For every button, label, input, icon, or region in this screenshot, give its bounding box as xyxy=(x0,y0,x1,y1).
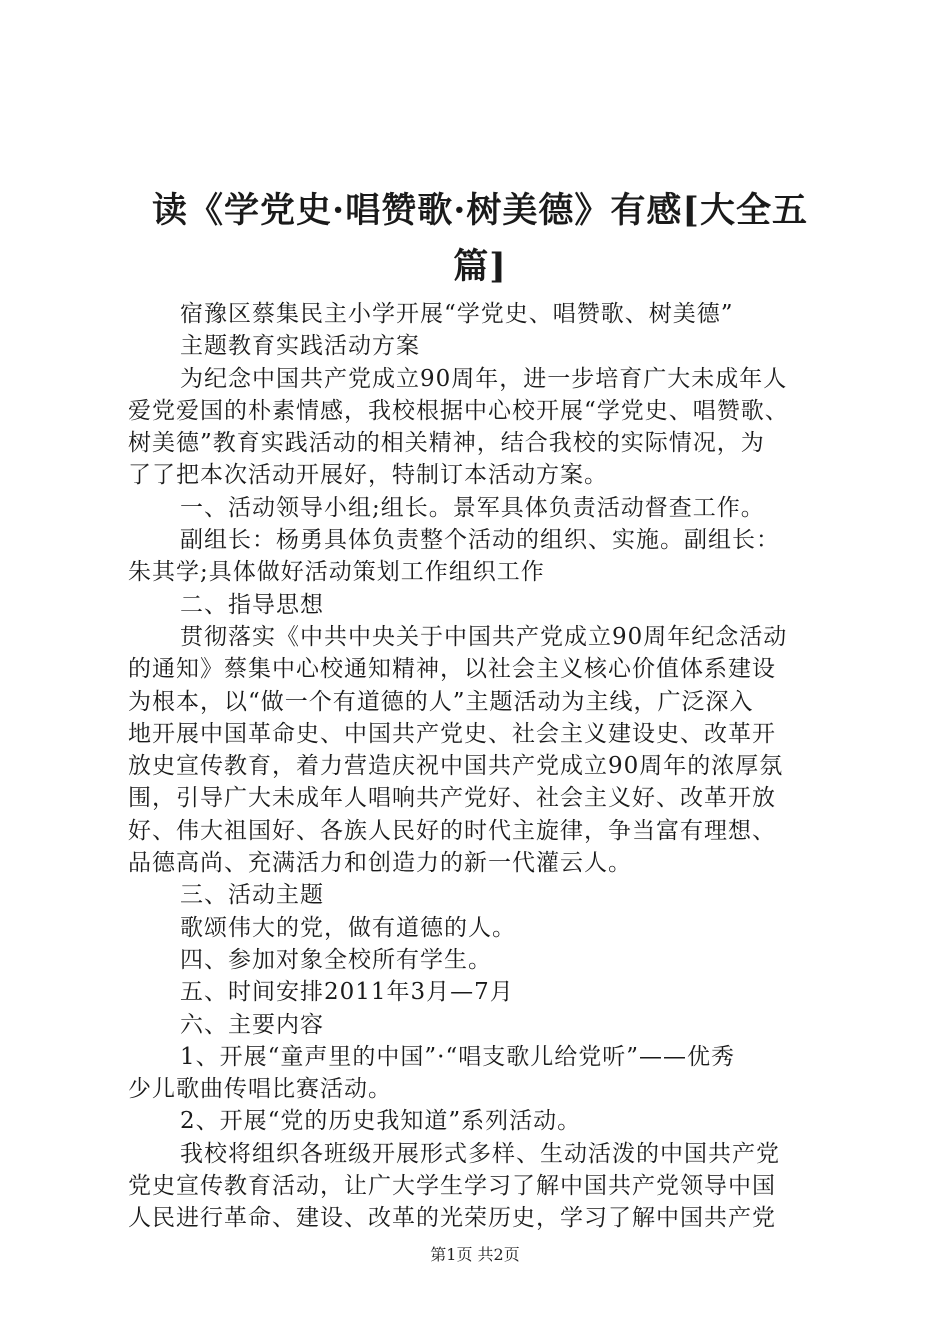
text-line: 党史宣传教育活动，让广大学生学习了解中国共产党领导中国 xyxy=(128,1173,776,1200)
text-line: 人民进行革命、建设、改革的光荣历史，学习了解中国共产党 xyxy=(128,1205,776,1232)
text-line: 四、参加对象全校所有学生。 xyxy=(180,946,492,973)
text-line: 朱其学;具体做好活动策划工作组织工作 xyxy=(128,559,545,586)
text-line: 五、时间安排2011年3月—7月 xyxy=(180,979,514,1006)
text-line: 1、开展“童声里的中国”·“唱支歌儿给党听”——优秀 xyxy=(180,1043,735,1070)
text-line: 三、活动主题 xyxy=(180,882,324,909)
text-line: 一、活动领导小组;组长。景军具体负责活动督查工作。 xyxy=(180,494,765,521)
title-line-1: 读《学党史·唱赞歌·树美德》有感[大全五 xyxy=(152,190,808,231)
document-body xyxy=(128,298,828,1235)
text-line: 的通知》蔡集中心校通知精神，以社会主义核心价值体系建设 xyxy=(128,656,776,683)
text-line: 宿豫区蔡集民主小学开展“学党史、唱赞歌、树美德” xyxy=(180,301,734,327)
document-title xyxy=(120,183,840,295)
text-line: 围，引导广大未成年人唱响共产党好、社会主义好、改革开放 xyxy=(128,785,776,812)
text-line: 贯彻落实《中共中央关于中国共产党成立90周年纪念活动 xyxy=(180,623,788,650)
text-line: 少儿歌曲传唱比赛活动。 xyxy=(128,1076,392,1103)
text-line: 爱党爱国的朴素情感，我校根据中心校开展“学党史、唱赞歌、 xyxy=(128,397,789,424)
text-line: 品德高尚、充满活力和创造力的新一代灌云人。 xyxy=(128,850,632,877)
text-line: 了了把本次活动开展好，特制订本活动方案。 xyxy=(128,462,608,489)
text-line: 二、指导思想 xyxy=(180,591,324,618)
page-footer: 第1页 共2页 xyxy=(430,1245,520,1264)
text-line: 为根本，以“做一个有道德的人”主题活动为主线，广泛深入 xyxy=(128,688,754,715)
text-line: 为纪念中国共产党成立90周年，进一步培育广大未成年人 xyxy=(180,365,788,392)
text-line: 放史宣传教育，着力营造庆祝中国共产党成立90周年的浓厚氛 xyxy=(128,753,784,780)
text-line: 主题教育实践活动方案 xyxy=(180,333,420,360)
text-line: 副组长：杨勇具体负责整个活动的组织、实施。副组长： xyxy=(180,527,780,554)
text-line: 2、开展“党的历史我知道”系列活动。 xyxy=(180,1108,582,1135)
title-line-2: 篇] xyxy=(453,246,507,287)
text-line: 好、伟大祖国好、各族人民好的时代主旋律，争当富有理想、 xyxy=(128,817,776,844)
text-line: 六、主要内容 xyxy=(180,1011,324,1038)
text-line: 树美德”教育实践活动的相关精神，结合我校的实际情况，为 xyxy=(128,430,765,457)
text-line: 我校将组织各班级开展形式多样、生动活泼的中国共产党 xyxy=(180,1140,780,1167)
text-line: 歌颂伟大的党，做有道德的人。 xyxy=(180,914,516,941)
text-line: 地开展中国革命史、中国共产党史、社会主义建设史、改革开 xyxy=(128,720,776,747)
